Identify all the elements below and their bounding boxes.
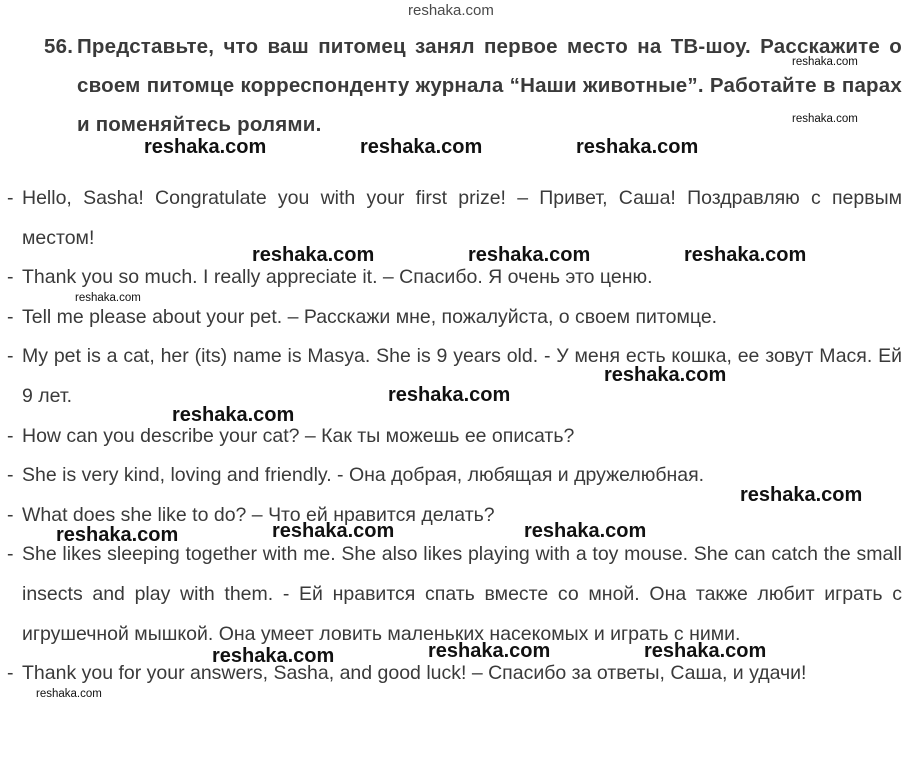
- dialogue-text: Thank you for your answers, Sasha, and good luck! – Спасибо за ответы, Саша, и удачи!: [22, 662, 807, 685]
- watermark: reshaka.com: [272, 520, 395, 542]
- dialogue-text: Thank you so much. I really appreciate it. – Спасибо. Я очень это ценю.: [22, 266, 653, 289]
- watermark: reshaka.com: [144, 136, 267, 158]
- task-instruction: Представьте, что ваш питомец занял первое место на ТВ-шоу. Расскажите о своем питомце корреспонденту журнала “Наши животные”. Работайте в парах и поменяйтесь ролями.: [77, 35, 902, 136]
- dialogue-dash: -: [7, 345, 14, 368]
- dialogue-text: What does she like to do? – Что ей нравится делать?: [22, 503, 495, 526]
- watermark: reshaka.com: [524, 520, 647, 542]
- dialogue-text: She likes sleeping together with me. She also likes playing with a toy mouse. She can catch the small insects and play with them. - Ей нравится спать вместе со мной. Она также любит играть с игрушечной мышкой. Она умеет ловить маленьких насекомых и играть с ними.: [22, 543, 902, 645]
- watermark: reshaka.com: [360, 136, 483, 158]
- watermark: reshaka.com: [428, 640, 551, 662]
- watermark: reshaka.com: [56, 524, 179, 546]
- dialogue-dash: -: [7, 662, 14, 685]
- dialogue-text: Hello, Sasha! Congratulate you with your first prize! – Привет, Саша! Поздравляю с первым местом!: [22, 187, 902, 249]
- watermark: reshaka.com: [468, 244, 591, 266]
- watermark: reshaka.com: [740, 484, 863, 506]
- watermark-small: reshaka.com: [75, 292, 141, 304]
- watermark: reshaka.com: [252, 244, 375, 266]
- site-header-link[interactable]: reshaka.com: [408, 2, 494, 19]
- dialogue-dash: -: [7, 503, 14, 526]
- dialogue-dash: -: [7, 464, 14, 487]
- dialogue-dash: -: [7, 543, 14, 566]
- watermark-small: reshaka.com: [792, 113, 858, 125]
- watermark: reshaka.com: [576, 136, 699, 158]
- watermark: reshaka.com: [388, 384, 511, 406]
- dialogue-dash: -: [7, 187, 14, 209]
- dialogue-line: [0, 535, 902, 654]
- task-number: 56.: [44, 35, 74, 58]
- dialogue-line: [0, 417, 902, 457]
- dialogue-text: My pet is a cat, her (its) name is Masya. She is 9 years old. - У меня есть кошка, ее зовут Мася. Ей 9 лет.: [22, 345, 902, 407]
- watermark-small: reshaka.com: [792, 56, 858, 68]
- dialogue-dash: -: [7, 266, 14, 289]
- task-block: [44, 27, 902, 144]
- dialogue-dash: -: [7, 305, 14, 328]
- watermark: reshaka.com: [684, 244, 807, 266]
- watermark: reshaka.com: [644, 640, 767, 662]
- dialogue-text: How can you describe your cat? – Как ты можешь ее описать?: [22, 424, 575, 447]
- watermark: reshaka.com: [212, 645, 335, 667]
- dialogue-text: She is very kind, loving and friendly. - Она добрая, любящая и дружелюбная.: [22, 464, 705, 487]
- watermark-small: reshaka.com: [36, 688, 102, 700]
- dialogue-dash: -: [7, 424, 14, 447]
- watermark: reshaka.com: [604, 364, 727, 386]
- watermark: reshaka.com: [172, 404, 295, 426]
- dialogue-text: Tell me please about your pet. – Расскажи мне, пожалуйста, о своем питомце.: [22, 305, 718, 328]
